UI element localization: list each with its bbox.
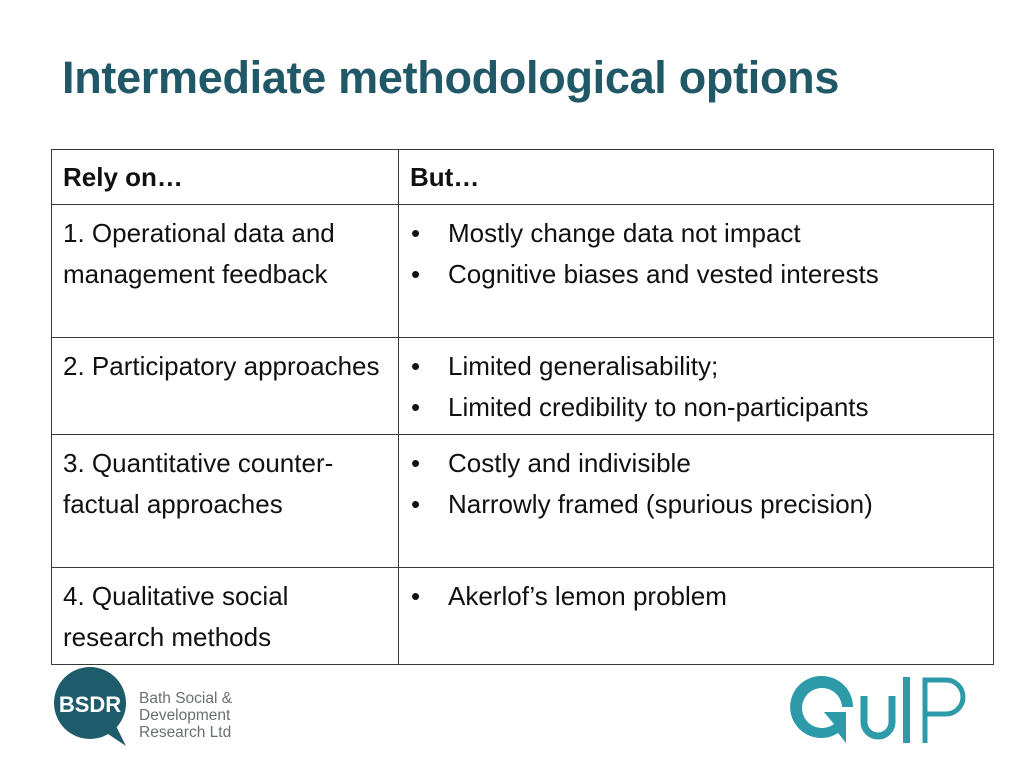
table-row xyxy=(52,568,994,665)
bullet-icon: • xyxy=(411,351,421,381)
but-cell xyxy=(399,568,994,665)
bullet-icon: • xyxy=(411,392,421,422)
slide-title: Intermediate methodological options xyxy=(62,52,840,103)
table-row xyxy=(52,338,994,435)
but-cell xyxy=(399,338,994,435)
header-but: But… xyxy=(399,150,994,205)
bullet-item: • Mostly change data not impact xyxy=(410,213,983,254)
table-row xyxy=(52,435,994,568)
bsdr-logo-icon xyxy=(52,666,132,746)
bullet-icon: • xyxy=(411,448,421,478)
bullet-item: • Akerlof’s lemon problem xyxy=(410,576,983,617)
table-header-row xyxy=(52,150,994,205)
bsdr-logo-text: Bath Social & Development Research Ltd xyxy=(139,690,233,741)
table-row xyxy=(52,205,994,338)
bullet-icon: • xyxy=(411,218,421,248)
bullet-item: • Limited generalisability; xyxy=(410,346,983,387)
bullet-item: • Narrowly framed (spurious precision) xyxy=(410,484,983,525)
rely-on-cell: 2. Participatory approaches xyxy=(52,338,399,435)
but-cell xyxy=(399,435,994,568)
bullet-item: • Limited credibility to non-participants xyxy=(410,387,983,428)
header-rely-on: Rely on… xyxy=(52,150,399,205)
but-cell xyxy=(399,205,994,338)
rely-on-cell: 3. Quantitative counter-factual approaches xyxy=(52,435,399,568)
bullet-item: • Costly and indivisible xyxy=(410,443,983,484)
bullet-icon: • xyxy=(411,489,421,519)
bullet-icon: • xyxy=(411,581,421,611)
methods-table xyxy=(51,149,994,665)
bsdr-mark: BSDR xyxy=(58,692,122,717)
rely-on-cell: 4. Qualitative social research methods xyxy=(52,568,399,665)
bullet-item: • Cognitive biases and vested interests xyxy=(410,254,983,295)
bullet-icon: • xyxy=(411,259,421,289)
quip-logo-icon xyxy=(786,670,976,750)
rely-on-cell: 1. Operational data and management feedback xyxy=(52,205,399,338)
